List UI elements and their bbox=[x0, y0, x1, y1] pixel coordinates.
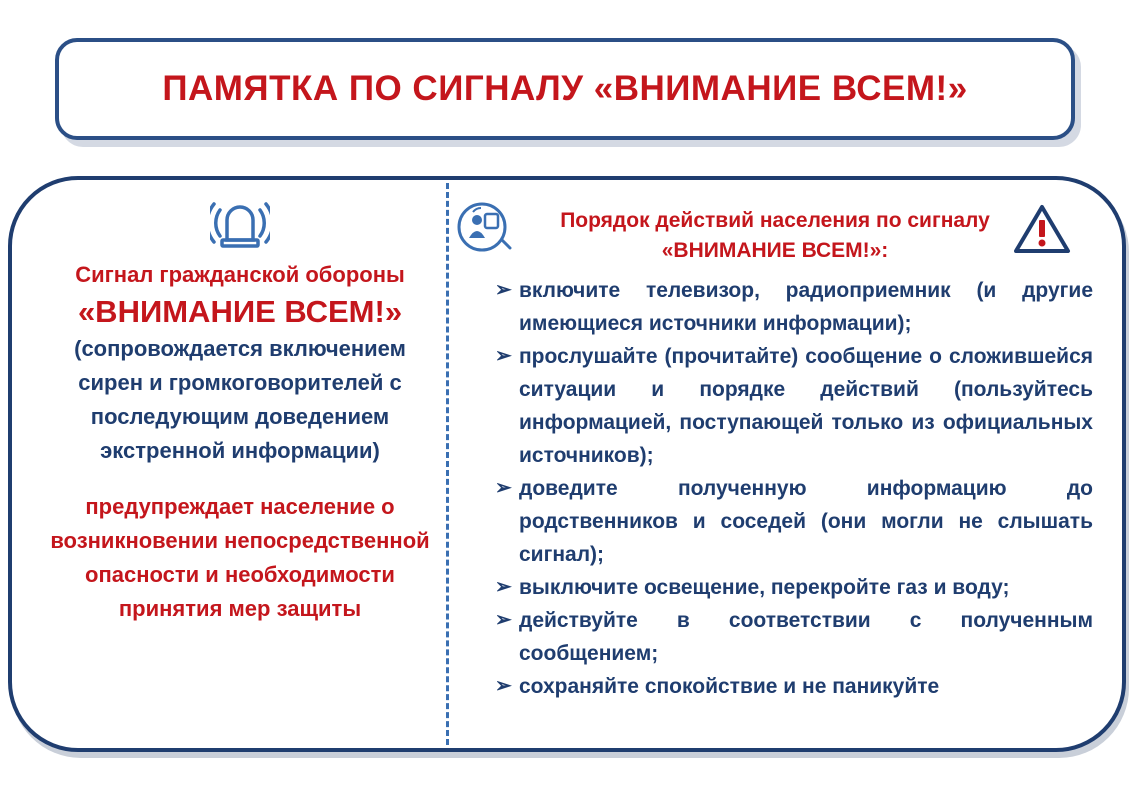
list-item bbox=[495, 472, 1093, 571]
arrow-bullet-icon: ➢ bbox=[495, 345, 512, 367]
arrow-bullet-icon: ➢ bbox=[495, 576, 512, 598]
list-item-text: сохраняйте спокойствие и не паникуйте bbox=[519, 675, 940, 698]
list-item-text: включите телевизор, радиоприемник (и другие имеющиеся источники информации); bbox=[519, 279, 1093, 335]
page-title: ПАМЯТКА ПО СИГНАЛУ «ВНИМАНИЕ ВСЕМ!» bbox=[162, 69, 968, 108]
siren-icon bbox=[210, 196, 270, 248]
list-item bbox=[495, 670, 1093, 703]
signal-line: Сигнал гражданской обороны bbox=[75, 262, 405, 287]
actions-heading bbox=[515, 206, 1035, 266]
column-divider bbox=[446, 183, 449, 745]
list-item-text: действуйте в соответствии с полученным сообщением; bbox=[519, 609, 1093, 665]
list-item bbox=[495, 604, 1093, 670]
signal-note: (сопровождается включением сирен и громкоговорителей с последующим доведением экстренной информации) bbox=[74, 336, 406, 463]
signal-column bbox=[40, 196, 440, 626]
list-item-text: доведите полученную информацию до родственников и соседей (они могли не слышать сигнал); bbox=[519, 477, 1093, 566]
arrow-bullet-icon: ➢ bbox=[495, 279, 512, 301]
list-item-text: прослушайте (прочитайте) сообщение о сложившейся ситуации и порядке действий (пользуйтесь информацией, поступающей только из официальных источников); bbox=[519, 345, 1093, 467]
warning-triangle-icon bbox=[1013, 204, 1071, 254]
actions-list bbox=[495, 274, 1093, 703]
list-item bbox=[495, 340, 1093, 472]
actions-heading-line1: Порядок действий населения по сигналу bbox=[560, 209, 990, 232]
list-item-text: выключите освещение, перекройте газ и воду; bbox=[519, 576, 1010, 599]
list-item bbox=[495, 274, 1093, 340]
title-banner bbox=[55, 38, 1075, 140]
list-item bbox=[495, 571, 1093, 604]
arrow-bullet-icon: ➢ bbox=[495, 477, 512, 499]
signal-warning: предупреждает население о возникновении непосредственной опасности и необходимости принятия мер защиты bbox=[50, 494, 430, 621]
arrow-bullet-icon: ➢ bbox=[495, 609, 512, 631]
actions-heading-line2: «ВНИМАНИЕ ВСЕМ!»: bbox=[661, 239, 889, 262]
info-person-icon bbox=[455, 200, 513, 254]
arrow-bullet-icon: ➢ bbox=[495, 675, 512, 697]
signal-name: «ВНИМАНИЕ ВСЕМ!» bbox=[77, 294, 403, 329]
